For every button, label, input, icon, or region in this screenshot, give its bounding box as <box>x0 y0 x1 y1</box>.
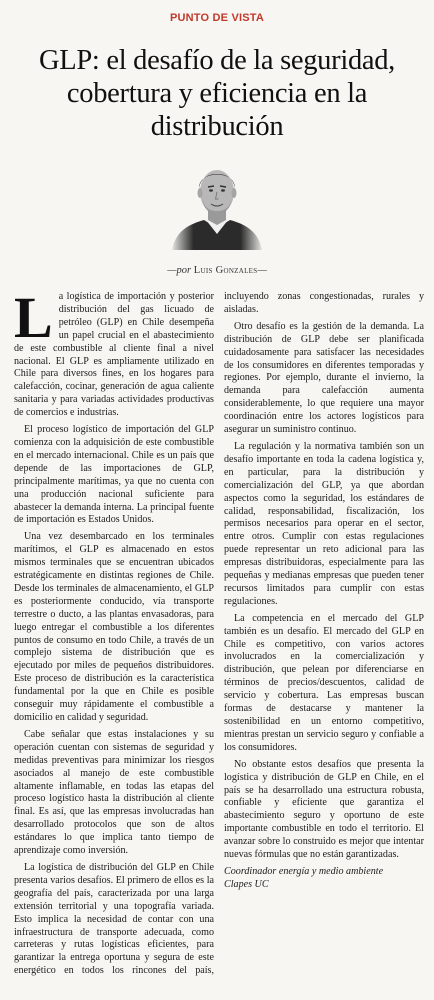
author-credentials <box>224 866 424 892</box>
article-paragraph: La logística de importación y posterior distribución del gas licuado de petróleo (GLP) en Chile desempeña un papel crucial en el abastecimiento de este combustible al cliente final a nivel nacional. El GLP es ampliamente utilizado en Chile para diversos fines, en los hogares para calefacción, cocinar, generación de agua caliente sanitaria y para variadas actividades productivas de comercios e industrias. <box>14 285 214 419</box>
drop-cap: L <box>14 285 53 350</box>
article-paragraph: La competencia en el mercado del GLP también es un desafío. El mercado del GLP en Chile es competitivo, con varios actores involucrados en la comercialización y distribución, que pelean por diferenciarse en términos de precios/descuentos, calidad de servicio y cobertura. Las empresas buscan formas de destacarse y mantener la sostenibilidad en un entorno competitivo, mientras prestan un servicio seguro y confiable a los consumidores. <box>224 612 424 753</box>
byline-suffix: — <box>257 265 267 276</box>
article-paragraph: Cabe señalar que estas instalaciones y su operación cuentan con sistemas de seguridad y medidas preventivas para minimizar los riesgos asociados al manejo de este combustible altamente inflamable, en todas las etapas del proceso logístico hasta la distribución al cliente final. Es así, que las empresas involucradas han desarrollado protocolos que son de altos estándares lo que implica tanto tiempo de aprendizaje como inversión. <box>14 728 214 857</box>
article-paragraph: Otro desafío es la gestión de la demanda. La distribución de GLP debe ser planificada cuidadosamente para satisfacer las necesidades de los consumidores en diferentes temporadas y regiones. Por ejemplo, durante el invierno, la demanda para calefacción aumenta considerablemente, lo que requiere una mayor coordinación entre los actores logísticos para asegurar un suministro continuo. <box>224 320 424 436</box>
section-label: PUNTO DE VISTA <box>169 12 265 24</box>
article-paragraph: Una vez desembarcado en los terminales marítimos, el GLP es almacenado en estos mismos terminales que se encuentran ubicados estratégicamente en distintas regiones de Chile. Desde los terminales de almacenamiento, el GLP es posteriormente conducido, vía transporte terrestre o ducto, a las plantas envasadoras, para luego entregar el combustible a los diferentes puntos de consumo en todo Chile, a través de un complejo sistema de distribución que es ejecutado por miles de pequeños distribuidores. Este proceso de distribución es la característica fundamental por la que en Chile es posible conseguir muy rápidamente el combustible a domicilio en calidad y seguridad. <box>14 531 214 723</box>
author-institution: Clapes UC <box>224 878 269 890</box>
byline <box>0 265 434 276</box>
byline-prefix: —por <box>167 265 194 276</box>
article-paragraph: La regulación y la normativa también son un desafío importante en toda la cadena logística y, en particular, para la distribución y comercialización del GLP, ya que abordan aspectos como la seguridad, los estándares de calidad, responsabilidad, fiscalización, los permisos necesarios para operar en el sector, entre otros. Cumplir con estas regulaciones puede representar un reto adicional para las empresas distribuidoras, especialmente para las pequeñas y medianas empresas que pueden tener recursos limitados para cumplir con estas regulaciones. <box>224 440 424 607</box>
article-headline: GLP: el desafío de la seguridad, cobertura y eficiencia en la distribución <box>38 45 396 142</box>
article-paragraph: No obstante estos desafíos que presenta la logística y distribución de GLP en Chile, en el país se ha desarrollado una estructura robusta, confiable y eficiente que garantiza el abastecimiento seguro y oportuno de este importante combustible en todo el territorio. El avanzar sobre lo construido es mejor que intentar nuevas fórmulas que no están garantizadas. <box>224 758 424 861</box>
article-paragraph: La logística de distribución del GLP en Chile presenta varios desafíos. El primero de ellos es la geografía del país, caracterizada por una larga extensión territorial y una topografía variada. Esto implica la necesidad de contar con una infraestructura de transporte adecuada, como carreteras y rutas logísticas eficientes, para garantizar la entrega oportuna y segura de este energético en todos los rincones del país, incluyendo zonas congestionadas, rurales y aisladas. <box>14 291 424 977</box>
author-role: Coordinador energía y medio ambiente <box>224 865 384 877</box>
author-name: Luis Gonzales <box>193 265 258 276</box>
article-paragraph: El proceso logístico de importación del GLP comienza con la adquisición de este combustible en el mercado internacional. Chile es un país que depende de las importaciones de GLP, principalmente marítimas, ya que no cuenta con una producción nacional suficiente para abastecer la demanda interna. La principal fuente de importación es Estados Unidos. <box>14 424 214 526</box>
author-portrait <box>170 162 264 250</box>
article-body <box>14 285 424 989</box>
